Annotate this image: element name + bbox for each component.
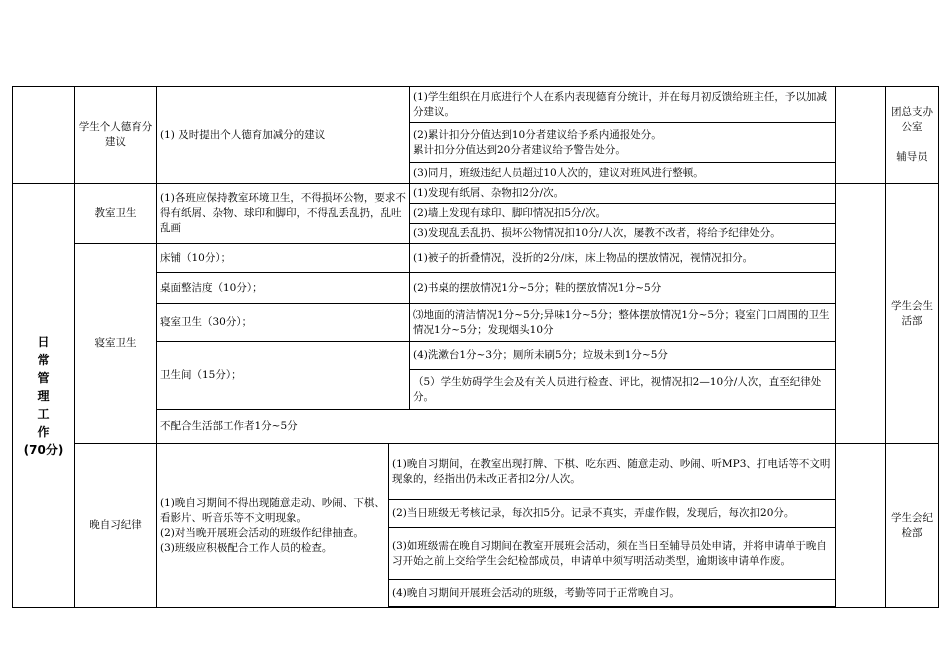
criteria-cell (410, 123, 836, 163)
dorm-extra-rule: 不配合生活部工作者1分~5分 (157, 410, 836, 444)
requirement-bed: 床铺（10分）； (157, 244, 410, 273)
blank-cell (836, 444, 886, 608)
requirement-dorm-clean: 寝室卫生（30分）； (157, 304, 410, 342)
requirement-classroom: (1)各班应保持教室环境卫生，不得损坏公物，要求不得有纸屑、杂物、球印和脚印，不得乱丢乱扔，乱吐乱画 (157, 184, 410, 244)
requirement-line: (1)晚自习期间不得出现随意走动、吵闹、下棋、看影片、听音乐等不文明现象。 (160, 496, 385, 524)
requirement-line: (3)班级应积极配合工作人员的检查。 (160, 541, 333, 554)
dept-discipline: 学生会纪检部 (886, 444, 939, 608)
category-char: 常 (37, 352, 50, 367)
dept-life: 学生会生活部 (886, 184, 939, 444)
criteria-cell: (4)洗漱台1分~3分；厕所未刷5分；垃圾未到1分~5分 (410, 342, 836, 370)
criteria-line: 累计扣分分值达到20分者建议给予警告处分。 (413, 143, 626, 156)
item-personal-moral: 学生个人德育分建议 (75, 87, 157, 184)
criteria-cell: (1)发现有纸屑、杂物扣2分/次。 (410, 184, 836, 204)
category-char: 理 (37, 388, 50, 403)
category-cell (13, 184, 75, 608)
criteria-cell: (2)书桌的摆放情况1分~5分；鞋的摆放情况1分~5分 (410, 273, 836, 304)
item-evening-study: 晚自习纪律 (75, 444, 157, 608)
table-row (13, 444, 939, 500)
requirement-bathroom: 卫生间（15分）； (157, 342, 410, 410)
criteria-cell: (3)如班级需在晚自习期间在教室开展班会活动，须在当日至辅导员处申请，并将申请单于晚自习开始之前上交给学生会纪检部成员，申请单中须写明活动类型，逾期该申请单作废。 (389, 528, 836, 580)
criteria-cell: (4)晚自习期间开展班会活动的班级，考勤等同于正常晚自习。 (389, 580, 836, 607)
criteria-cell: (2)当日班级无考核记录，每次扣5分。记录不真实，弄虚作假，发现后，每次扣20分。 (389, 500, 836, 528)
criteria-cell: (3)发现乱丢乱扔、损坏公物情况扣10分/人次，屡教不改者，将给予纪律处分。 (410, 224, 836, 244)
requirement-desk: 桌面整洁度（10分）； (157, 273, 410, 304)
criteria-cell: (1)被子的折叠情况，没折的2分/床，床上物品的摆放情况，视情况扣分。 (410, 244, 836, 273)
category-char: 工 (37, 406, 50, 421)
criteria-cell: (3)同月，班级违纪人员超过10人次的，建议对班风进行整顿。 (410, 163, 836, 184)
dept-name: 辅导员 (896, 151, 928, 163)
blank-cell (13, 87, 75, 184)
blank-cell (836, 87, 886, 184)
requirement-evening-study (157, 444, 389, 608)
criteria-cell: ⑶地面的清洁情况1分~5分;异味1分~5分；整体摆放情况1分~5分；寝室门口周围的卫生情况1分~5分；发现烟头10分 (410, 304, 836, 342)
criteria-line: (2)累计扣分分值达到10分者建议给予系内通报处分。 (413, 128, 662, 141)
requirement-personal-moral: (1) 及时提出个人德育加减分的建议 (157, 87, 410, 184)
item-dorm: 寝室卫生 (75, 244, 157, 444)
blank-cell (836, 184, 886, 444)
table-row (13, 87, 939, 123)
criteria-cell: (1)晚自习期间，在教室出现打牌、下棋、吃东西、随意走动、吵闹、听MP3、打电话等不文明现象的，经指出仍未改正者扣2分/人次。 (389, 444, 836, 500)
category-char: (70分) (23, 442, 64, 457)
dept-league-office (886, 87, 939, 184)
table-row (13, 184, 939, 204)
category-char: 作 (37, 424, 50, 439)
rules-table (12, 86, 939, 608)
table-row (13, 244, 939, 273)
category-char: 管 (37, 370, 50, 385)
blank-cell (389, 607, 836, 608)
criteria-cell: (2)墙上发现有球印、脚印情况扣5分/次。 (410, 204, 836, 224)
criteria-cell: (1)学生组织在月底进行个人在系内表现德育分统计，并在每月初反馈给班主任，予以加减分建议。 (410, 87, 836, 123)
requirement-line: (2)对当晚开展班会活动的班级作纪律抽查。 (160, 526, 364, 539)
dept-name: 团总支办公室 (891, 106, 933, 133)
item-classroom: 教室卫生 (75, 184, 157, 244)
criteria-cell: （5）学生妨碍学生会及有关人员进行检查、评比，视情况扣2—10分/人次，直至纪律处分。 (410, 370, 836, 410)
category-char: 日 (37, 334, 50, 349)
